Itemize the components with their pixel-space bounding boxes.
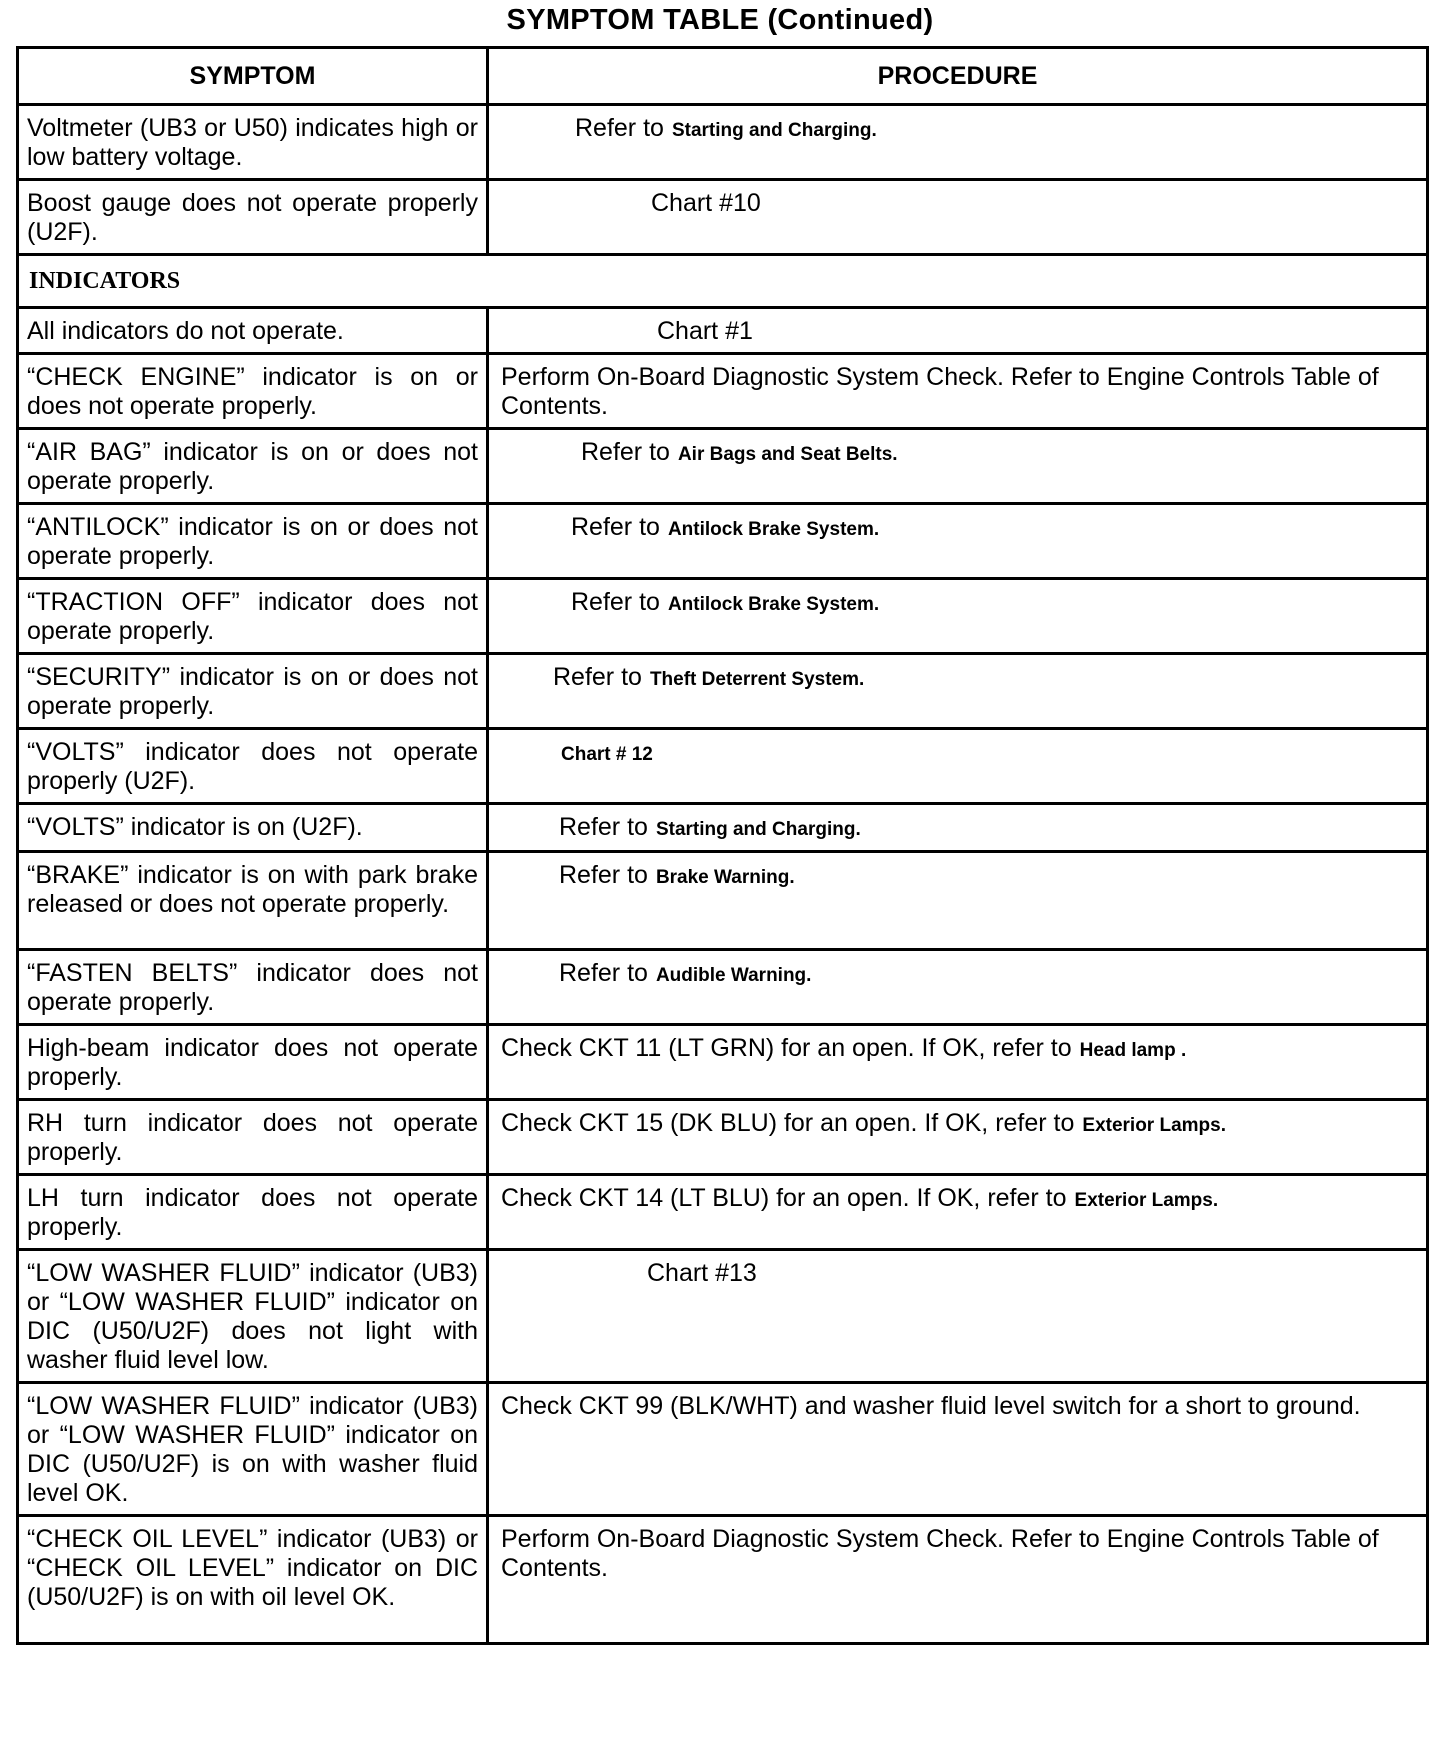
procedure-reference: Exterior Lamps. <box>1074 1190 1219 1211</box>
table-row <box>18 429 1428 504</box>
procedure-cell <box>488 654 1428 729</box>
procedure-cell <box>488 1100 1428 1175</box>
procedure-text: Chart #10 <box>651 189 761 217</box>
procedure-cell <box>488 729 1428 804</box>
procedure-text: Check CKT 11 (LT GRN) for an open. If OK, refer to <box>501 1034 1072 1062</box>
page-title: SYMPTOM TABLE (Continued) <box>506 4 934 36</box>
table-row <box>18 950 1428 1025</box>
symptom-cell: Boost gauge does not operate properly (U2F). <box>18 180 488 255</box>
table-row <box>18 1516 1428 1644</box>
symptom-cell: LH turn indicator does not operate properly. <box>18 1175 488 1250</box>
symptom-column-header: SYMPTOM <box>18 48 488 105</box>
table-row <box>18 1025 1428 1100</box>
procedure-reference: Air Bags and Seat Belts. <box>677 444 898 465</box>
procedure-cell <box>488 105 1428 180</box>
procedure-column-header: PROCEDURE <box>488 48 1428 105</box>
symptom-cell: All indicators do not operate. <box>18 308 488 354</box>
procedure-reference: Antilock Brake System. <box>667 594 880 615</box>
table-row <box>18 1383 1428 1516</box>
table-body <box>18 105 1428 1644</box>
table-row <box>18 1250 1428 1383</box>
procedure-content <box>651 189 761 218</box>
procedure-content <box>561 738 653 769</box>
table-row <box>18 308 1428 354</box>
procedure-text: Check CKT 14 (LT BLU) for an open. If OK, refer to <box>501 1184 1067 1212</box>
symptom-cell: “CHECK OIL LEVEL” indicator (UB3) or “CHECK OIL LEVEL” indicator on DIC (U50/U2F) is on with oil level OK. <box>18 1516 488 1644</box>
symptom-cell: “VOLTS” indicator is on (U2F). <box>18 804 488 852</box>
procedure-text: Refer to <box>571 513 660 541</box>
table-row <box>18 504 1428 579</box>
procedure-content <box>501 1109 1226 1137</box>
procedure-text: Refer to <box>559 861 648 889</box>
table-row <box>18 354 1428 429</box>
procedure-content <box>657 317 753 346</box>
procedure-text: Refer to <box>571 588 660 616</box>
procedure-text: Refer to <box>553 663 642 691</box>
table-row <box>18 1175 1428 1250</box>
procedure-content <box>559 813 861 844</box>
table-row <box>18 654 1428 729</box>
procedure-cell <box>488 504 1428 579</box>
procedure-cell <box>488 579 1428 654</box>
symptom-cell: High-beam indicator does not operate properly. <box>18 1025 488 1100</box>
procedure-cell <box>488 950 1428 1025</box>
procedure-text: Refer to <box>581 438 670 466</box>
procedure-content <box>575 114 877 145</box>
symptom-cell: “CHECK ENGINE” indicator is on or does not operate properly. <box>18 354 488 429</box>
table-row <box>18 729 1428 804</box>
procedure-reference: Exterior Lamps. <box>1082 1115 1226 1136</box>
procedure-content <box>501 1525 1379 1582</box>
symptom-cell: “SECURITY” indicator is on or does not operate properly. <box>18 654 488 729</box>
procedure-cell <box>488 1383 1428 1516</box>
symptom-cell: “AIR BAG” indicator is on or does not operate properly. <box>18 429 488 504</box>
table-row <box>18 579 1428 654</box>
symptom-cell: “LOW WASHER FLUID” indicator (UB3) or “LOW WASHER FLUID” indicator on DIC (U50/U2F) does not light with washer fluid level low. <box>18 1250 488 1383</box>
procedure-cell <box>488 804 1428 852</box>
table-row <box>18 180 1428 255</box>
symptom-cell: “VOLTS” indicator does not operate properly (U2F). <box>18 729 488 804</box>
procedure-content <box>647 1259 757 1288</box>
symptom-cell: “FASTEN BELTS” indicator does not operate properly. <box>18 950 488 1025</box>
procedure-content <box>559 959 811 990</box>
procedure-text: Check CKT 15 (DK BLU) for an open. If OK, refer to <box>501 1109 1075 1137</box>
procedure-content <box>559 861 795 892</box>
procedure-reference: Theft Deterrent System. <box>649 669 865 690</box>
procedure-content <box>501 363 1379 420</box>
procedure-reference: Starting and Charging. <box>671 120 877 141</box>
symptom-cell: RH turn indicator does not operate properly. <box>18 1100 488 1175</box>
section-heading: INDICATORS <box>18 255 1428 308</box>
symptom-table <box>16 46 1429 1645</box>
procedure-cell <box>488 1175 1428 1250</box>
procedure-text: Perform On-Board Diagnostic System Check. Refer to Engine Controls Table of Contents. <box>501 363 1379 420</box>
procedure-content <box>501 1392 1361 1420</box>
procedure-content <box>501 1034 1186 1062</box>
procedure-reference: Antilock Brake System. <box>667 519 880 540</box>
procedure-cell <box>488 354 1428 429</box>
table-row <box>18 105 1428 180</box>
procedure-text: Perform On-Board Diagnostic System Check. Refer to Engine Controls Table of Contents. <box>501 1525 1379 1582</box>
procedure-text: Chart #13 <box>647 1259 757 1287</box>
procedure-content <box>571 513 879 544</box>
symptom-cell: “LOW WASHER FLUID” indicator (UB3) or “LOW WASHER FLUID” indicator on DIC (U50/U2F) is on with washer fluid level OK. <box>18 1383 488 1516</box>
procedure-cell <box>488 852 1428 950</box>
procedure-content <box>581 438 898 469</box>
procedure-cell <box>488 1250 1428 1383</box>
procedure-cell <box>488 429 1428 504</box>
procedure-reference: Head lamp . <box>1079 1040 1187 1061</box>
table-header-row <box>18 48 1428 105</box>
procedure-text: Refer to <box>559 813 648 841</box>
table-row <box>18 1100 1428 1175</box>
procedure-content <box>501 1184 1218 1212</box>
procedure-content <box>571 588 879 619</box>
procedure-cell <box>488 180 1428 255</box>
section-row <box>18 255 1428 308</box>
procedure-text: Chart #1 <box>657 317 753 345</box>
procedure-reference: Brake Warning. <box>655 867 795 888</box>
symptom-cell: “TRACTION OFF” indicator does not operate properly. <box>18 579 488 654</box>
procedure-reference: Audible Warning. <box>655 965 812 986</box>
procedure-cell <box>488 1516 1428 1644</box>
symptom-cell: “ANTILOCK” indicator is on or does not operate properly. <box>18 504 488 579</box>
procedure-text: Check CKT 99 (BLK/WHT) and washer fluid level switch for a short to ground. <box>501 1392 1361 1420</box>
procedure-cell <box>488 1025 1428 1100</box>
symptom-cell: “BRAKE” indicator is on with park brake released or does not operate properly. <box>18 852 488 950</box>
table-row <box>18 852 1428 950</box>
procedure-content <box>553 663 864 694</box>
symptom-cell: Voltmeter (UB3 or U50) indicates high or low battery voltage. <box>18 105 488 180</box>
procedure-reference: Chart # 12 <box>561 744 653 765</box>
table-row <box>18 804 1428 852</box>
procedure-reference: Starting and Charging. <box>655 819 861 840</box>
procedure-text: Refer to <box>559 959 648 987</box>
procedure-cell <box>488 308 1428 354</box>
procedure-text: Refer to <box>575 114 664 142</box>
